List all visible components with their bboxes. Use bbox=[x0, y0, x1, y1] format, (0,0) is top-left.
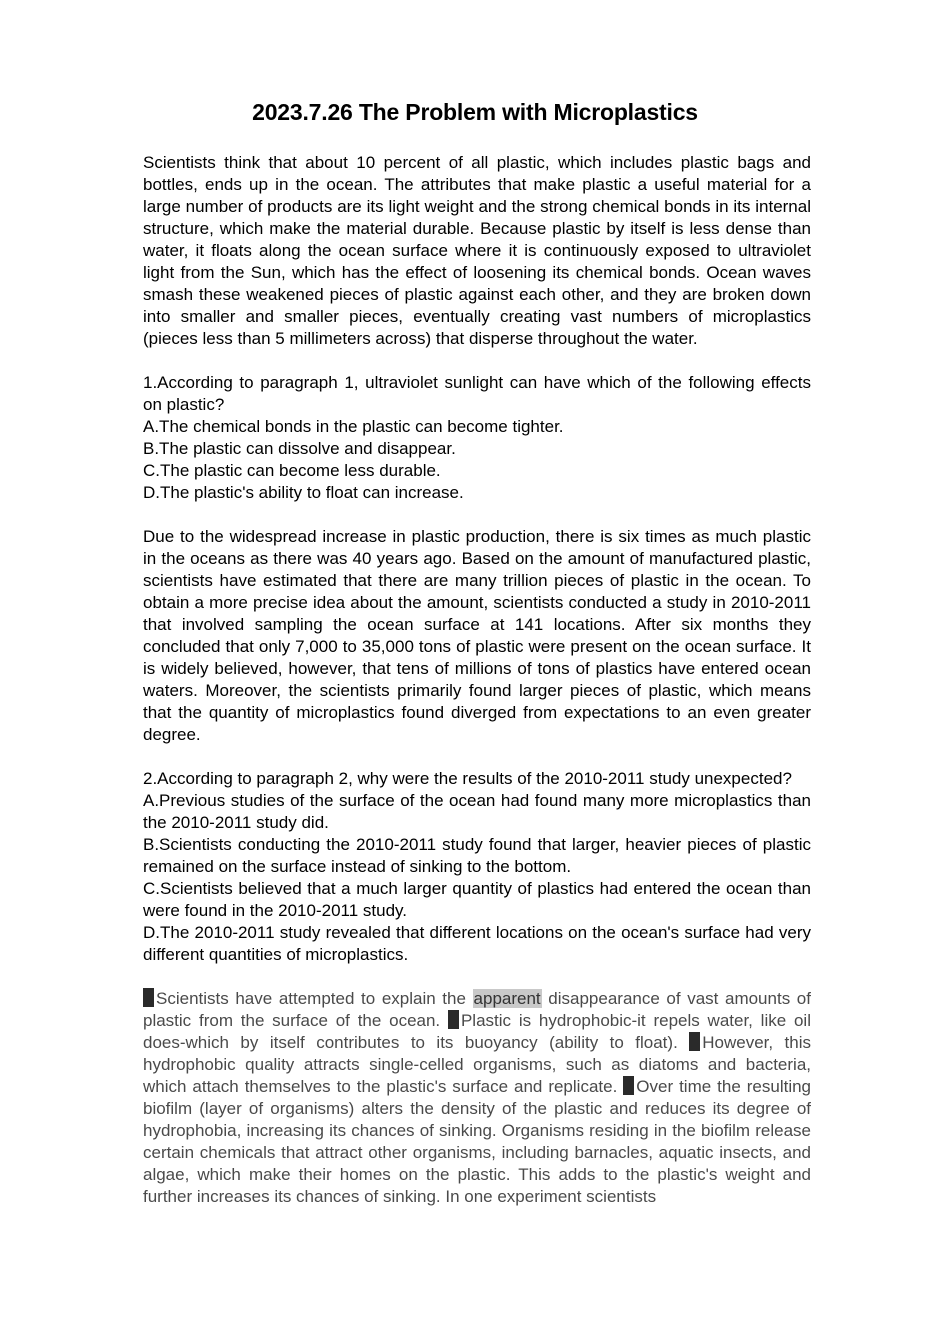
insertion-square-marker-3[interactable] bbox=[689, 1032, 700, 1051]
paragraph-3-text-4: However, this hydrophobic quality attracts single-celled organisms, such as diatoms and bacteria, which attach themselves to the plastic's surface and replicate. bbox=[143, 1033, 811, 1096]
paragraph-3-text-1: Scientists have attempted to explain the bbox=[156, 989, 473, 1008]
paragraph-3-text-5: Over time the resulting biofilm (layer of organisms) alters the density of the plastic and reduces its degree of hydrophobia, increasing its chances of sinking. Organisms residing in the biofilm release certain chemicals that attract other organisms, including barnacles, aquatic insects, and algae, which make their homes on the plastic. This adds to the plastic's weight and further increases its chances of sinking. In one experiment scientists bbox=[143, 1077, 812, 1206]
insertion-square-marker-2[interactable] bbox=[448, 1010, 459, 1029]
insertion-square-marker-4[interactable] bbox=[623, 1076, 634, 1095]
paragraph-2: Due to the widespread increase in plastic production, there is six times as much plastic in the oceans as there was 40 years ago. Based on the amount of manufactured plastic, scientists have estimated that there are many trillion pieces of plastic in the ocean. To obtain a more precise idea about the amount, scientists conducted a study in 2010-2011 that involved sampling the ocean surface at 141 locations. After six months they concluded that only 7,000 to 35,000 tons of plastic were present on the ocean surface. It is widely believed, however, that tens of millions of tons of plastics have entered ocean waters. Moreover, the scientists primarily found larger pieces of plastic, which means that the quantity of microplastics found diverged from expectations to an even greater degree. bbox=[143, 527, 811, 744]
answer-option-b[interactable]: B.The plastic can dissolve and disappear. bbox=[143, 439, 456, 458]
answer-option-b[interactable]: B.Scientists conducting the 2010-2011 study found that larger, heavier pieces of plastic remained on the surface instead of sinking to the bottom. bbox=[143, 835, 811, 876]
highlighted-word: apparent bbox=[473, 989, 541, 1008]
page-title: 2023.7.26 The Problem with Microplastics bbox=[252, 99, 698, 126]
question-2 bbox=[143, 768, 811, 966]
paragraph-1: Scientists think that about 10 percent of all plastic, which includes plastic bags and bottles, ends up in the ocean. The attributes that make plastic a useful material for a large number of products are its light weight and the strong chemical bonds in its internal structure, which make the material durable. Because plastic by itself is less dense than water, it floats along the ocean surface where it is continuously exposed to ultraviolet light from the Sun, which has the effect of loosening its chemical bonds. Ocean waves smash these weakened pieces of plastic against each other, and they are broken down into smaller and smaller pieces, eventually creating vast numbers of microplastics (pieces less than 5 millimeters across) that disperse throughout the water. bbox=[143, 153, 811, 348]
paragraph-3-text-3: Plastic is hydrophobic-it repels water, like oil does-which by itself contributes to its buoyancy (ability to float). bbox=[143, 1011, 811, 1052]
question-1 bbox=[143, 372, 811, 504]
question-stem: 1.According to paragraph 1, ultraviolet sunlight can have which of the following effects on plastic? bbox=[143, 373, 811, 414]
answer-option-d[interactable]: D.The 2010-2011 study revealed that different locations on the ocean's surface had very different quantities of microplastics. bbox=[143, 923, 811, 964]
answer-option-d[interactable]: D.The plastic's ability to float can increase. bbox=[143, 483, 464, 502]
document-body bbox=[143, 152, 811, 1208]
answer-option-a[interactable]: A.The chemical bonds in the plastic can become tighter. bbox=[143, 417, 564, 436]
paragraph-3-text-2: disappearance of vast amounts of plastic from the surface of the ocean. bbox=[143, 989, 811, 1030]
answer-option-c[interactable]: C.Scientists believed that a much larger quantity of plastics had entered the ocean than were found in the 2010-2011 study. bbox=[143, 879, 811, 920]
answer-option-a[interactable]: A.Previous studies of the surface of the ocean had found many more microplastics than the 2010-2011 study did. bbox=[143, 791, 811, 832]
paragraph-3 bbox=[143, 988, 811, 1208]
question-stem: 2.According to paragraph 2, why were the results of the 2010-2011 study unexpected? bbox=[143, 769, 792, 788]
answer-option-c[interactable]: C.The plastic can become less durable. bbox=[143, 461, 441, 480]
insertion-square-marker-1[interactable] bbox=[143, 988, 154, 1007]
